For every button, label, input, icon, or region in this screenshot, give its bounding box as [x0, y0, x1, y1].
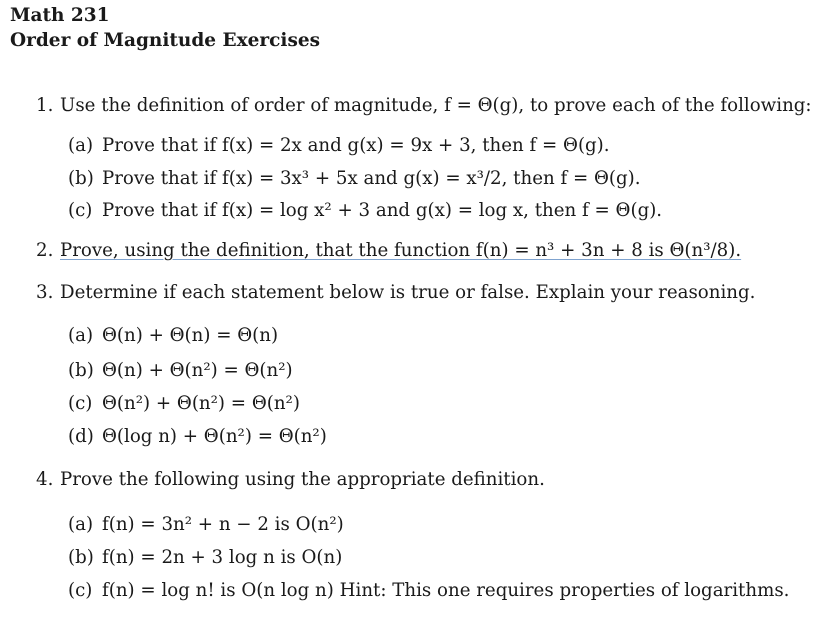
part-label: (b) — [68, 547, 94, 568]
part-text: Prove that if f(x) = log x² + 3 and g(x) = log x, then f = Θ(g). — [102, 200, 663, 221]
problem-1b — [68, 168, 641, 189]
part-text: Θ(log n) + Θ(n²) = Θ(n²) — [102, 426, 327, 447]
part-text: Prove that if f(x) = 3x³ + 5x and g(x) = x³/2, then f = Θ(g). — [102, 168, 641, 189]
part-label: (b) — [68, 360, 94, 381]
problem-1a — [68, 135, 610, 156]
problem-3b — [68, 360, 293, 381]
problem-text: Determine if each statement below is true or false. Explain your reasoning. — [60, 282, 756, 303]
part-text: f(n) = 3n² + n − 2 is O(n²) — [102, 514, 344, 535]
part-text: Θ(n) + Θ(n) = Θ(n) — [102, 325, 279, 346]
problem-4c — [68, 580, 789, 601]
part-text: f(n) = log n! is O(n log n) Hint: This one requires properties of logarithms. — [102, 580, 790, 601]
course-title: Math 231 — [10, 5, 110, 26]
problem-text: Use the definition of order of magnitude, f = Θ(g), to prove each of the following: — [60, 95, 812, 116]
problem-1 — [36, 95, 812, 116]
part-text: Prove that if f(x) = 2x and g(x) = 9x + 3, then f = Θ(g). — [102, 135, 610, 156]
problem-number: 4. — [36, 469, 54, 490]
problem-4a — [68, 514, 344, 535]
problem-3 — [36, 282, 755, 303]
problem-text: Prove, using the definition, that the function f(n) = n³ + 3n + 8 is Θ(n³/8). — [60, 240, 742, 261]
part-label: (c) — [68, 200, 93, 221]
part-text: Θ(n) + Θ(n²) = Θ(n²) — [102, 360, 293, 381]
document-title: Order of Magnitude Exercises — [10, 30, 321, 51]
problem-3c — [68, 393, 300, 414]
part-label: (c) — [68, 580, 93, 601]
problem-3d — [68, 426, 327, 447]
part-label: (c) — [68, 393, 93, 414]
problem-4b — [68, 547, 342, 568]
problem-1c — [68, 200, 662, 221]
problem-number: 3. — [36, 282, 54, 303]
problem-number: 1. — [36, 95, 54, 116]
part-label: (a) — [68, 514, 94, 535]
part-label: (a) — [68, 325, 94, 346]
problem-2 — [36, 240, 741, 261]
part-label: (b) — [68, 168, 94, 189]
part-text: f(n) = 2n + 3 log n is O(n) — [102, 547, 343, 568]
problem-3a — [68, 325, 278, 346]
problem-number: 2. — [36, 240, 54, 261]
problem-text: Prove the following using the appropriate definition. — [60, 469, 545, 490]
part-label: (a) — [68, 135, 94, 156]
problem-4 — [36, 469, 545, 490]
part-label: (d) — [68, 426, 94, 447]
part-text: Θ(n²) + Θ(n²) = Θ(n²) — [102, 393, 300, 414]
